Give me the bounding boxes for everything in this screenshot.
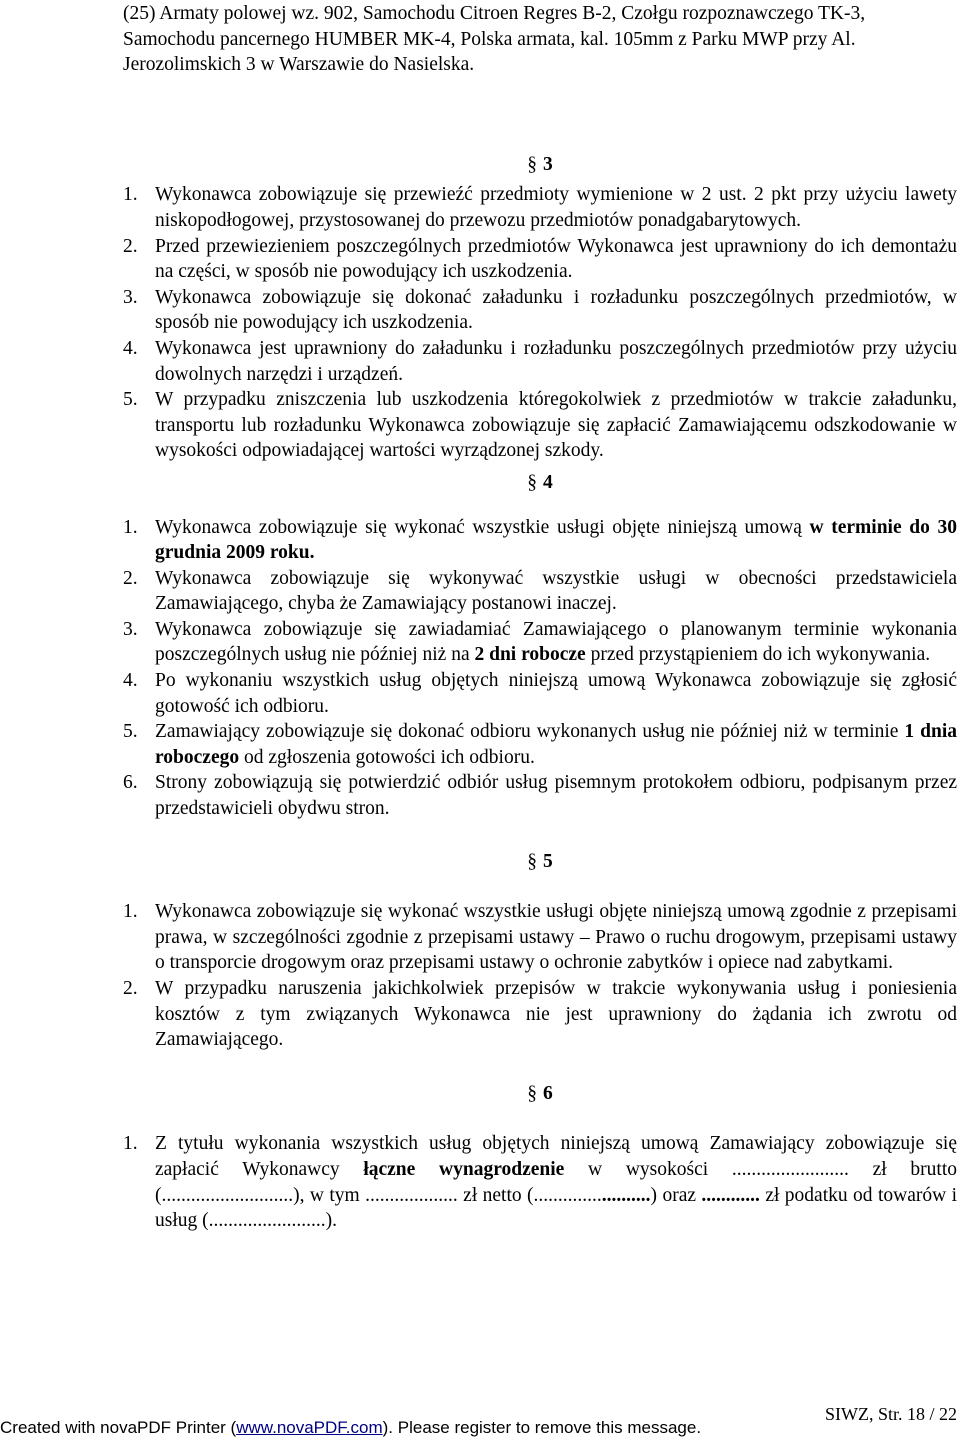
section-symbol: § [527,850,537,872]
item-text: Z tytułu wykonania wszystkich usług objętych niniejszą umową Zamawiający zobowiązuje się zapłacić Wykonawcy [155,1133,957,1180]
item-number: 3. [123,618,138,640]
item-text: Wykonawca jest uprawniony do załadunku i rozładunku poszczególnych przedmiotów przy użyciu dowolnych narzędzi i urządzeń. [155,337,957,385]
list-item [123,566,957,617]
item-number: 2. [123,567,138,589]
item-text: Wykonawca zobowiązuje się przewieźć przedmioty wymienione w 2 ust. 2 pkt przy użyciu lawety niskopodłogowej, przystosowanej do przewozu przedmiotów ponadgabarytowych. [155,184,957,231]
section-6-list [123,1131,957,1233]
section-4-list [123,515,957,822]
section-symbol: § [527,1082,537,1104]
section-5-heading [123,849,957,875]
list-item [123,770,957,821]
footer-suffix: ). Please register to remove this message. [382,1418,702,1437]
item-number: 5. [123,389,138,411]
item-number: 2. [123,235,138,257]
item-number: 1. [123,184,138,206]
item-number: 1. [123,901,138,923]
list-item [123,617,957,668]
item-text: Wykonawca zobowiązuje się wykonywać wszystkie usługi w obecności przedstawiciela Zamawiającego, chyba że Zamawiający postanowi inaczej. [155,567,957,615]
list-item [123,899,957,976]
section-5-list [123,899,957,1053]
deadline-text: w terminie do 30 grudnia 2009 roku. [155,516,957,564]
list-item [123,668,957,719]
item-text: w wysokości ........................ zł brutto (...........................), w tym ................... zł netto (.............. [155,1158,957,1206]
item-text: zł podatku od towarów i usług (........................). [155,1184,958,1232]
item-text: Wykonawca zobowiązuje się wykonać wszystkie usługi objęte niniejszą umową [155,516,810,538]
list-item [123,387,957,464]
item-number: 4. [123,337,138,359]
list-item [123,336,957,387]
document-body [123,0,957,1234]
section-symbol: § [527,471,537,493]
item-number: 2. [123,978,138,999]
list-item [123,285,957,336]
item-text: W przypadku naruszenia jakichkolwiek przepisów w trakcie wykonywania usług i poniesienia kosztów z tym związanych Wykonawca nie jest uprawniony do żądania ich zwrotu od Zamawiającego. [155,978,957,1051]
acceptance-days: 1 dnia roboczego [155,721,957,768]
list-item [123,234,957,285]
item-text: Zamawiający zobowiązuje się dokonać odbioru wykonanych usług nie później niż w terminie [155,721,905,743]
item-number: 4. [123,670,138,692]
total-remuneration-label: łączne wynagrodzenie [363,1158,565,1180]
section-number: 4 [543,471,553,493]
item-text: ) oraz [650,1184,702,1206]
item-text: Przed przewiezieniem poszczególnych przedmiotów Wykonawca jest uprawniony do ich demontażu na części, w sposób nie powodujący ich uszkodzenia. [155,235,957,283]
section-number: 6 [543,1082,553,1104]
list-item [123,976,957,1053]
item-text: przed przystąpieniem do ich wykonywania. [585,644,931,666]
section-6-heading [123,1081,957,1107]
item-number: 1. [123,1133,138,1155]
item-number: 1. [123,516,138,538]
list-item [123,719,957,770]
item-text: Wykonawca zobowiązuje się zawiadamiać Zamawiającego o planowanym terminie wykonania poszczególnych usług nie później niż na [155,618,957,666]
item-text: Po wykonaniu wszystkich usług objętych niniejszą umową Wykonawca zobowiązuje się zgłosić gotowość ich odbioru. [155,670,957,717]
section-number: 5 [543,850,553,872]
section-symbol: § [527,153,537,175]
footer-prefix: Created with novaPDF Printer ( [0,1418,237,1437]
page-number: SIWZ, Str. 18 / 22 [824,1404,957,1424]
notice-days: 2 dni robocze [474,644,586,666]
blank-dots: .......... [601,1184,651,1206]
section-3-list [123,182,957,464]
intro-paragraph: (25) Armaty polowej wz. 902, Samochodu Citroen Regres B-2, Czołgu rozpoznawczego TK-3, Samochodu pancernego HUMBER MK-4, Polska armata, kal. 105mm z Parku MWP przy Al. Jerozolimskich 3 w Warszawie do Nasielska. [123,3,866,76]
item-text: Wykonawca zobowiązuje się dokonać załadunku i rozładunku poszczególnych przedmiotów, w sposób nie powodujący ich uszkodzenia. [155,286,957,334]
item-number: 6. [123,772,138,794]
item-text: od zgłoszenia gotowości ich odbioru. [239,746,535,768]
list-item [123,1131,957,1233]
blank-dots: ............ [701,1184,760,1206]
item-text: W przypadku zniszczenia lub uszkodzenia któregokolwiek z przedmiotów w trakcie załadunku, transportu lub rozładunku Wykonawca zobowiązuje się zapłacić Zamawiającemu odszkodowanie w wysokości odpowiadającej wartości wyrządzonej szkody. [155,389,957,462]
item-number: 5. [123,721,138,743]
list-item [123,182,957,233]
pdf-watermark-footer [0,1418,701,1438]
section-3-heading [123,152,957,178]
section-4-heading [123,470,957,496]
section-number: 3 [543,153,553,175]
item-number: 3. [123,286,138,308]
item-text: Strony zobowiązują się potwierdzić odbiór usług pisemnym protokołem odbioru, podpisanym przez przedstawicieli obydwu stron. [155,772,957,820]
item-text: Wykonawca zobowiązuje się wykonać wszystkie usługi objęte niniejszą umową zgodnie z przepisami prawa, w szczególności zgodnie z przepisami ustawy – Prawo o ruchu drogowym, przepisami ustawy o transporcie drogowym oraz przepisami ustawy o ochronie zabytków i opiece nad zabytkami. [155,901,957,974]
list-item [123,515,957,566]
novapdf-link[interactable]: www.novaPDF.com [236,1418,383,1437]
